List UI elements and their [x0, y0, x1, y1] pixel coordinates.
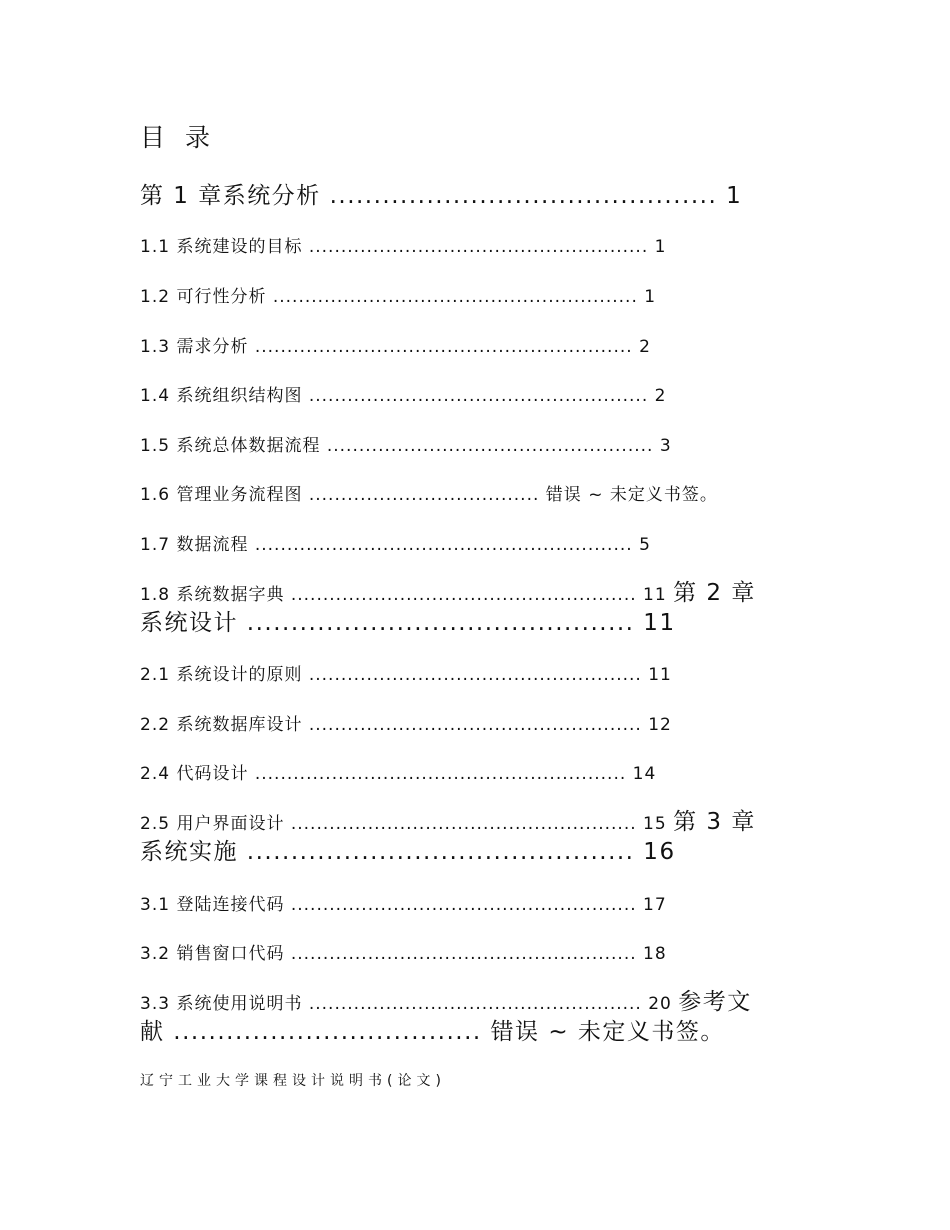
toc-entry-2-2: 2.2 系统数据库设计 .................................................... 12 — [140, 715, 672, 735]
page-footer: 辽宁工业大学课程设计说明书(论文) — [140, 1073, 446, 1089]
toc-chapter-3-prefix: 第 3 章 — [673, 809, 756, 835]
toc-references-prefix: 参考文 — [678, 989, 752, 1015]
toc-entry-1-6: 1.6 管理业务流程图 .................................... 错误 ~ 未定义书签。 — [140, 485, 718, 505]
toc-entry-3-2: 3.2 销售窗口代码 ...................................................... 18 — [140, 944, 667, 964]
toc-entry-2-5-text: 2.5 用户界面设计 ...................................................... 15 — [140, 814, 667, 834]
toc-chapter-2-prefix: 第 2 章 — [673, 580, 756, 606]
toc-entry-1-8-text: 1.8 系统数据字典 ...................................................... 11 — [140, 585, 667, 605]
toc-chapter-1: 第 1 章系统分析 ............................................ 1 — [140, 183, 743, 209]
toc-entry-1-7: 1.7 数据流程 ........................................................... 5 — [140, 535, 651, 555]
toc-chapter-3: 系统实施 ............................................ 16 — [140, 839, 676, 865]
toc-chapter-2: 系统设计 ............................................ 11 — [140, 610, 676, 636]
toc-title: 目 录 — [140, 123, 216, 152]
toc-entry-3-3-text: 3.3 系统使用说明书 .................................................... 20 — [140, 994, 672, 1014]
toc-entry-1-2: 1.2 可行性分析 ......................................................... 1 — [140, 287, 657, 307]
toc-entry-1-1: 1.1 系统建设的目标 ..................................................... 1 — [140, 237, 667, 257]
toc-entry-1-4: 1.4 系统组织结构图 ..................................................... 2 — [140, 386, 667, 406]
toc-references: 献 ................................... 错误 ~ 未定义书签。 — [140, 1019, 725, 1045]
toc-entry-2-4: 2.4 代码设计 .......................................................... 14 — [140, 764, 657, 784]
toc-entry-1-3: 1.3 需求分析 ........................................................... 2 — [140, 337, 651, 357]
toc-entry-2-1: 2.1 系统设计的原则 .................................................... 11 — [140, 665, 672, 685]
toc-entry-1-5: 1.5 系统总体数据流程 ................................................... 3 — [140, 436, 672, 456]
toc-entry-3-1: 3.1 登陆连接代码 ...................................................... 17 — [140, 895, 667, 915]
